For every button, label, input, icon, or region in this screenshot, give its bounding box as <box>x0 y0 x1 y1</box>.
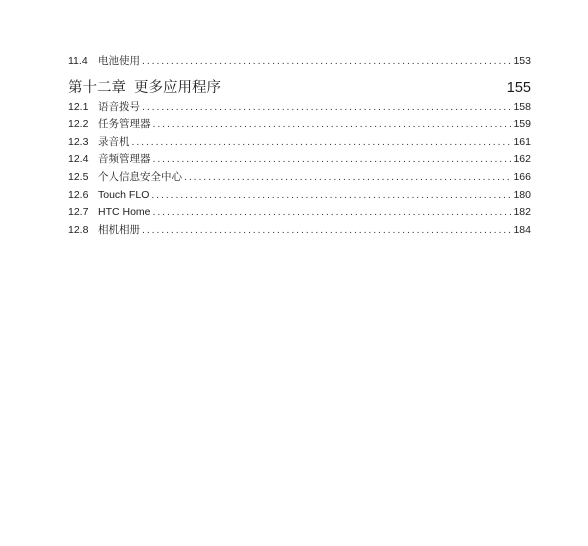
dot-leader <box>142 222 511 240</box>
dot-leader <box>142 99 511 117</box>
toc-entry-number: 12.6 <box>68 188 89 201</box>
chapter-number: 第十二章 <box>68 79 126 96</box>
chapter-name: 更多应用程序 <box>134 79 221 96</box>
toc-entry-12-7[interactable] <box>68 204 531 222</box>
toc-entry-number: 12.2 <box>68 118 89 131</box>
toc-entry-page: 153 <box>513 55 531 67</box>
toc-entry-title: 录音机 <box>98 135 130 148</box>
chapter-page: 155 <box>506 79 531 96</box>
toc-entry-title: 相机相册 <box>98 223 140 236</box>
toc-entry-number: 12.5 <box>68 170 89 183</box>
toc-entry-page: 180 <box>513 188 531 201</box>
toc-entry-number: 12.4 <box>68 153 89 166</box>
toc-entry-12-4[interactable] <box>68 151 531 169</box>
toc-entry-12-8[interactable] <box>68 222 531 240</box>
toc-entry-12-2[interactable] <box>68 116 531 134</box>
toc-entry-number: 12.8 <box>68 223 89 236</box>
toc-entry-page: 161 <box>513 135 531 148</box>
toc-entry-12-1[interactable] <box>68 99 531 117</box>
chapter-heading[interactable] <box>68 77 531 99</box>
toc-entry-12-5[interactable] <box>68 169 531 187</box>
toc-entry-title: HTC Home <box>98 206 151 219</box>
toc-entry-page: 166 <box>513 170 531 183</box>
toc-entry-page: 158 <box>513 100 531 113</box>
toc-entry-title: Touch FLO <box>98 188 150 201</box>
toc-entry-page: 184 <box>513 223 531 236</box>
toc-entry-page: 182 <box>513 206 531 219</box>
chapter-title <box>68 77 221 99</box>
dot-leader <box>184 169 511 187</box>
dot-leader <box>132 134 512 152</box>
toc-entry-page: 159 <box>513 118 531 131</box>
toc-entry-number: 12.3 <box>68 135 89 148</box>
toc-entry-title: 音频管理器 <box>98 153 151 166</box>
toc-entry-number: 12.7 <box>68 206 89 219</box>
toc-entry-title: 电池使用 <box>98 55 140 67</box>
toc-entry-number: 12.1 <box>68 100 89 113</box>
table-of-contents <box>68 53 531 239</box>
toc-entry-11-4[interactable] <box>68 53 531 71</box>
dot-leader <box>151 187 511 205</box>
dot-leader <box>153 151 512 169</box>
toc-entry-12-3[interactable] <box>68 134 531 152</box>
dot-leader <box>153 116 512 134</box>
toc-entry-number: 11.4 <box>68 55 88 67</box>
toc-entry-12-6[interactable] <box>68 187 531 205</box>
dot-leader <box>142 53 511 71</box>
toc-entry-title: 语音拨号 <box>98 100 140 113</box>
toc-entry-title: 个人信息安全中心 <box>98 170 182 183</box>
toc-entry-title: 任务管理器 <box>98 118 151 131</box>
toc-entry-page: 162 <box>513 153 531 166</box>
dot-leader <box>153 204 512 222</box>
